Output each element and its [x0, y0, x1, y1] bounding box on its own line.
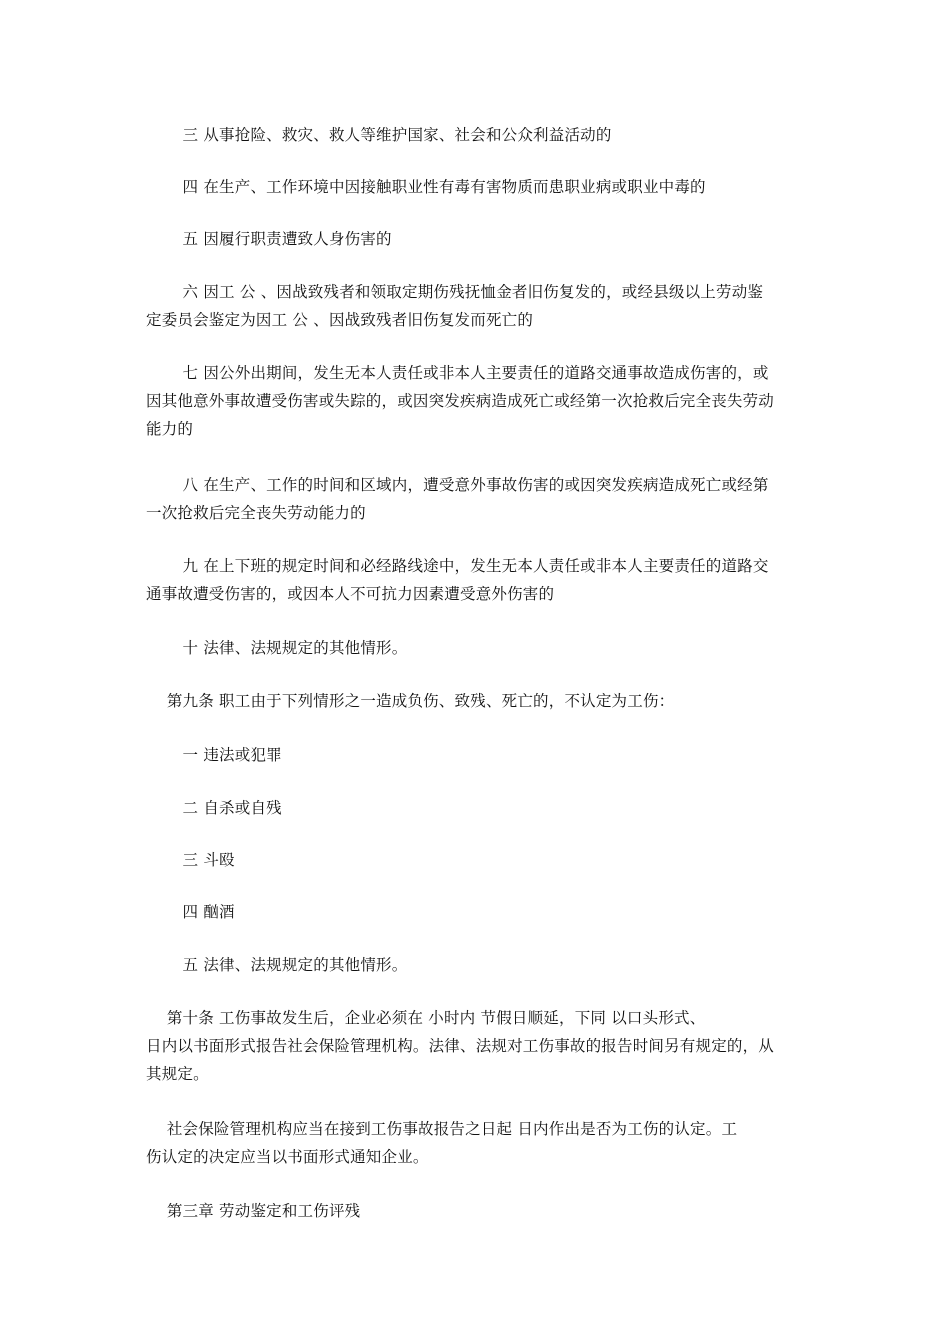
- text-line: 四 在生产、工作环境中因接触职业性有毒有害物质而患职业病或职业中毒的: [146, 178, 706, 196]
- paragraph: [146, 471, 810, 527]
- text-line: 五 法律、法规规定的其他情形。: [146, 956, 408, 974]
- text-line: 伤认定的决定应当以书面形式通知企业。: [146, 1148, 429, 1166]
- paragraph: [146, 121, 810, 149]
- text-line: 日内以书面形式报告社会保险管理机构。法律、法规对工伤事故的报告时间另有规定的，从: [146, 1037, 775, 1055]
- paragraph: [146, 225, 810, 253]
- paragraph: [146, 951, 810, 979]
- paragraph: [146, 359, 810, 443]
- text-line: 一次抢救后完全丧失劳动能力的: [146, 504, 366, 522]
- paragraph: [146, 1115, 810, 1171]
- text-line: 三 从事抢险、救灾、救人等维护国家、社会和公众利益活动的: [146, 126, 612, 144]
- text-line: 社会保险管理机构应当在接到工伤事故报告之日起 日内作出是否为工伤的认定。工: [146, 1120, 738, 1138]
- text-line: 九 在上下班的规定时间和必经路线途中，发生无本人责任或非本人主要责任的道路交: [146, 557, 769, 575]
- text-line: 六 因工 公 、因战致残者和领取定期伤残抚恤金者旧伤复发的，或经县级以上劳动鉴: [146, 283, 764, 301]
- text-line: 七 因公外出期间，发生无本人责任或非本人主要责任的道路交通事故造成伤害的，或: [146, 364, 769, 382]
- paragraph: [146, 173, 810, 201]
- text-line: 八 在生产、工作的时间和区域内，遭受意外事故伤害的或因突发疾病造成死亡或经第: [146, 476, 769, 494]
- text-line: 第十条 工伤事故发生后，企业必须在 小时内 节假日顺延，下同 以口头形式、: [146, 1009, 706, 1027]
- text-line: 十 法律、法规规定的其他情形。: [146, 639, 408, 657]
- text-line: 其规定。: [146, 1065, 209, 1083]
- text-line: 四 酗酒: [146, 903, 235, 921]
- text-line: 第三章 劳动鉴定和工伤评残: [146, 1202, 361, 1220]
- paragraph: [146, 898, 810, 926]
- text-line: 一 违法或犯罪: [146, 746, 282, 764]
- paragraph: [146, 278, 810, 334]
- text-line: 二 自杀或自残: [146, 799, 282, 817]
- text-line: 定委员会鉴定为因工 公 、因战致残者旧伤复发而死亡的: [146, 311, 534, 329]
- paragraph: [146, 846, 810, 874]
- paragraph: [146, 794, 810, 822]
- paragraph: [146, 687, 810, 715]
- paragraph: [146, 1197, 810, 1225]
- paragraph: [146, 634, 810, 662]
- text-line: 第九条 职工由于下列情形之一造成负伤、致残、死亡的，不认定为工伤：: [146, 692, 675, 710]
- paragraph: [146, 1004, 810, 1088]
- text-line: 因其他意外事故遭受伤害或失踪的，或因突发疾病造成死亡或经第一次抢救后完全丧失劳动: [146, 392, 775, 410]
- text-line: 通事故遭受伤害的，或因本人不可抗力因素遭受意外伤害的: [146, 585, 555, 603]
- text-line: 三 斗殴: [146, 851, 235, 869]
- paragraph: [146, 741, 810, 769]
- paragraph: [146, 552, 810, 608]
- text-line: 五 因履行职责遭致人身伤害的: [146, 230, 392, 248]
- text-line: 能力的: [146, 420, 194, 438]
